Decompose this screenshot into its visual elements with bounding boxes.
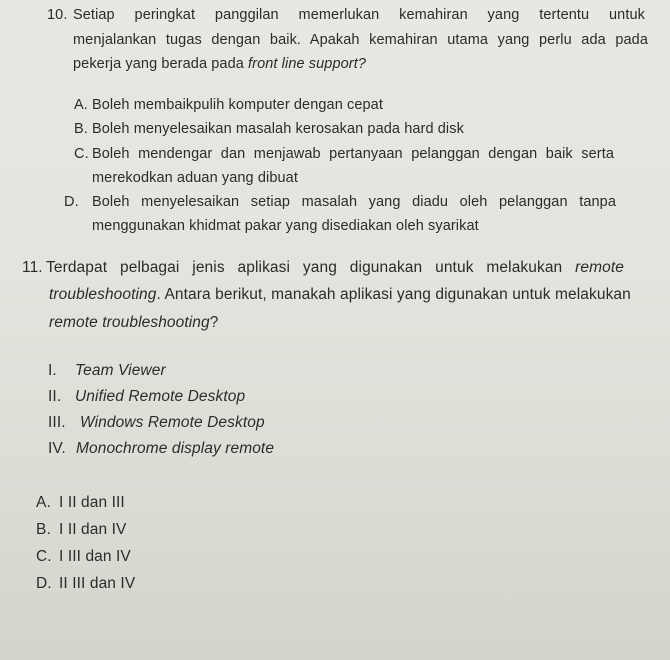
stem-italic-term: remote xyxy=(575,259,624,276)
question-stem-line xyxy=(73,55,366,73)
option-text: I II dan III xyxy=(59,494,125,511)
statement-text: Unified Remote Desktop xyxy=(75,388,246,405)
option-letter: B. xyxy=(74,121,88,137)
stem-text: ? xyxy=(209,314,219,331)
question-stem-line: Setiap peringkat panggilan memerlukan kemahiran yang tertentu untuk xyxy=(73,7,645,23)
option-text: I III dan IV xyxy=(59,548,131,565)
statement-text: Team Viewer xyxy=(75,362,166,379)
question-number: 11. xyxy=(22,259,43,276)
statement-numeral: IV. xyxy=(48,440,66,457)
option-text-continued: merekodkan aduan yang dibuat xyxy=(92,170,298,186)
option-text: Boleh membaikpulih komputer dengan cepat xyxy=(92,97,383,113)
option-letter: A. xyxy=(74,97,88,113)
stem-italic-term: troubleshooting xyxy=(49,286,157,303)
stem-text: Terdapat pelbagai jenis aplikasi yang digunakan untuk melakukan xyxy=(46,259,576,276)
stem-italic-term: remote troubleshooting xyxy=(49,314,210,331)
option-text: Boleh menyelesaikan masalah kerosakan pada hard disk xyxy=(92,121,464,137)
statement-text: Monochrome display remote xyxy=(76,440,275,457)
option-text-continued: menggunakan khidmat pakar yang disediakan oleh syarikat xyxy=(92,218,479,234)
option-letter: D. xyxy=(36,575,52,592)
stem-text: . Antara berikut, manakah aplikasi yang digunakan untuk melakukan xyxy=(156,286,631,303)
option-letter: C. xyxy=(36,548,52,565)
option-text: I II dan IV xyxy=(59,521,127,538)
option-text: II III dan IV xyxy=(59,575,136,592)
stem-italic-term: front line support? xyxy=(248,56,367,72)
question-number: 10. xyxy=(47,7,68,23)
statement-numeral: II. xyxy=(48,388,62,405)
question-stem-line: menjalankan tugas dengan baik. Apakah kemahiran utama yang perlu ada pada xyxy=(73,32,648,48)
option-text: Boleh menyelesaikan setiap masalah yang diadu oleh pelanggan tanpa xyxy=(92,194,616,210)
statement-numeral: I. xyxy=(48,362,57,379)
option-letter: A. xyxy=(36,494,51,511)
question-stem-line xyxy=(49,314,218,332)
statement-text: Windows Remote Desktop xyxy=(80,414,265,431)
statement-numeral: III. xyxy=(48,414,66,431)
stem-text: pekerja yang berada pada xyxy=(73,56,249,72)
option-letter: C. xyxy=(74,146,89,162)
option-text: Boleh mendengar dan menjawab pertanyaan pelanggan dengan baik serta xyxy=(92,146,614,162)
option-letter: B. xyxy=(36,521,51,538)
option-letter: D. xyxy=(64,194,79,210)
question-stem-line xyxy=(46,259,624,277)
question-stem-line xyxy=(49,286,631,304)
